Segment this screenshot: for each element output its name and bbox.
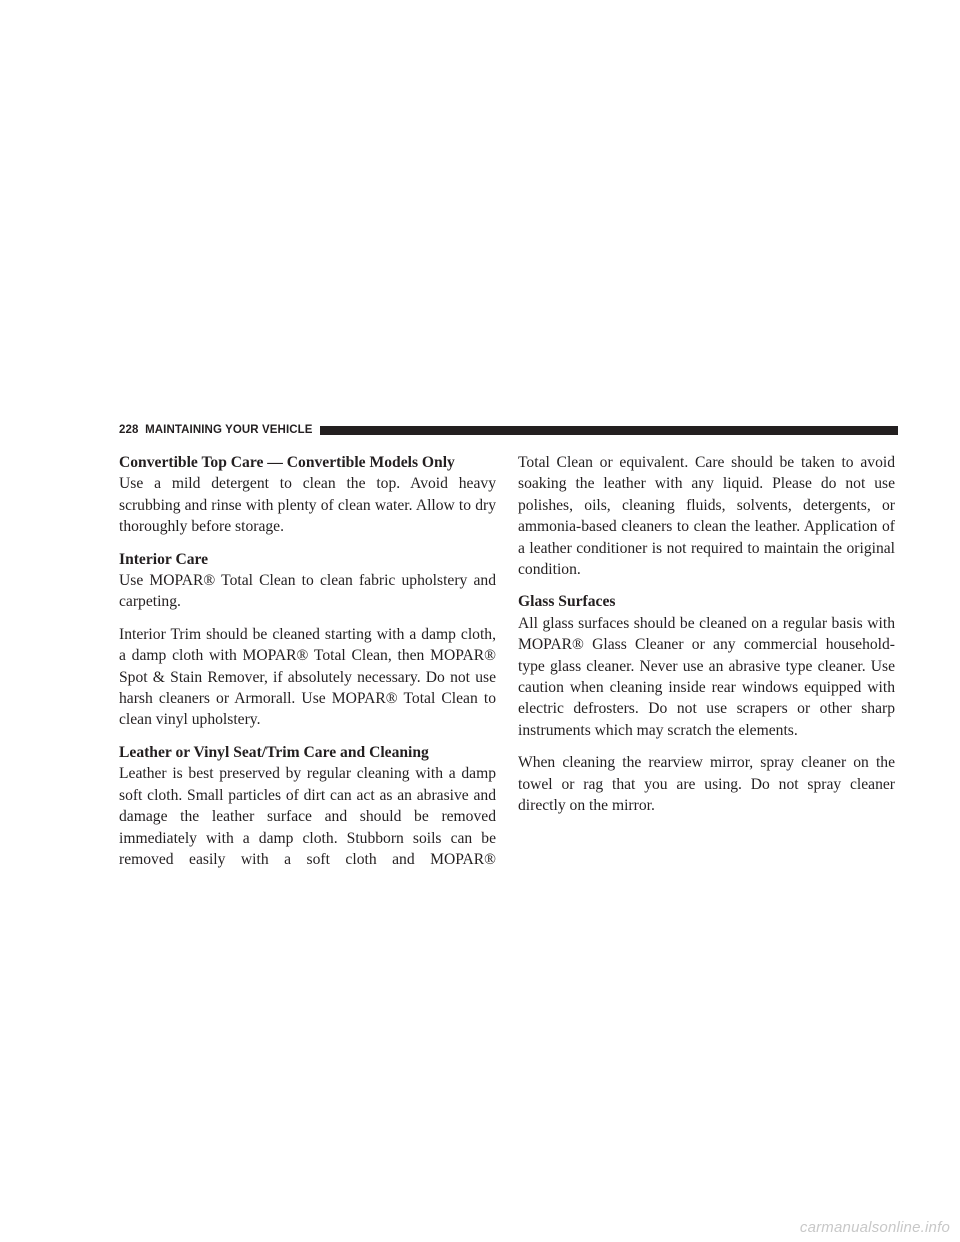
- leather-care-body: Leather is best preserved by regular cleaning with a damp soft cloth. Small particles of dirt can act as an abrasive and damage the leather surface and should be removed immediately with a damp cloth. Stubborn soils can be removed easily with a soft cloth and MOPAR®: [119, 765, 496, 868]
- glass-surfaces-body-2: When cleaning the rearview mirror, spray cleaner on the towel or rag that you are using. Do not spray cleaner directly on the mirror.: [518, 754, 895, 815]
- left-column: [119, 452, 496, 881]
- page-header: [119, 423, 898, 437]
- glass-surfaces-section: [518, 591, 895, 816]
- leather-care-section: [119, 742, 496, 870]
- site-watermark: carmanualsonline.info: [799, 1219, 950, 1236]
- interior-care-section: [119, 549, 496, 731]
- convertible-top-heading: Convertible Top Care — Convertible Models Only: [119, 454, 455, 471]
- header-rule: [320, 426, 898, 435]
- interior-care-body-2: Interior Trim should be cleaned starting with a damp cloth, a damp cloth with MOPAR® Total Clean, then MOPAR® Spot & Stain Remover, if absolutely necessary. Do not use harsh cleaners or Armorall. Use MOPAR® Total Clean to clean vinyl upholstery.: [119, 625, 496, 729]
- leather-care-heading: Leather or Vinyl Seat/Trim Care and Cleaning: [119, 743, 429, 761]
- glass-surfaces-body-1: All glass surfaces should be cleaned on a regular basis with MOPAR® Glass Cleaner or any commercial household-type glass cleaner. Never use an abrasive type cleaner. Use caution when cleaning inside rear windows equipped with electric defrosters. Do not use scrapers or other sharp instruments which may scratch the elements.: [518, 614, 895, 739]
- section-title: MAINTAINING YOUR VEHICLE: [145, 424, 313, 436]
- convertible-top-section: [119, 452, 496, 538]
- interior-care-heading: Interior Care: [119, 550, 209, 568]
- page-number: 228: [119, 424, 139, 436]
- page-header-label: [119, 424, 313, 436]
- interior-care-body-1: Use MOPAR® Total Clean to clean fabric upholstery and carpeting.: [119, 572, 496, 611]
- glass-surfaces-heading: Glass Surfaces: [518, 593, 616, 611]
- leather-care-body-continued: Total Clean or equivalent. Care should be taken to avoid soaking the leather with any liquid. Please do not use polishes, oils, cleaning fluids, solvents, detergents, or ammonia-based cleaners to clean the leather. Application of a leather conditioner is not required to maintain the original condition.: [518, 454, 895, 579]
- right-column: [518, 452, 895, 828]
- convertible-top-body: Use a mild detergent to clean the top. Avoid heavy scrubbing and rinse with plenty of clean water. Allow to dry thoroughly before storage.: [119, 475, 496, 536]
